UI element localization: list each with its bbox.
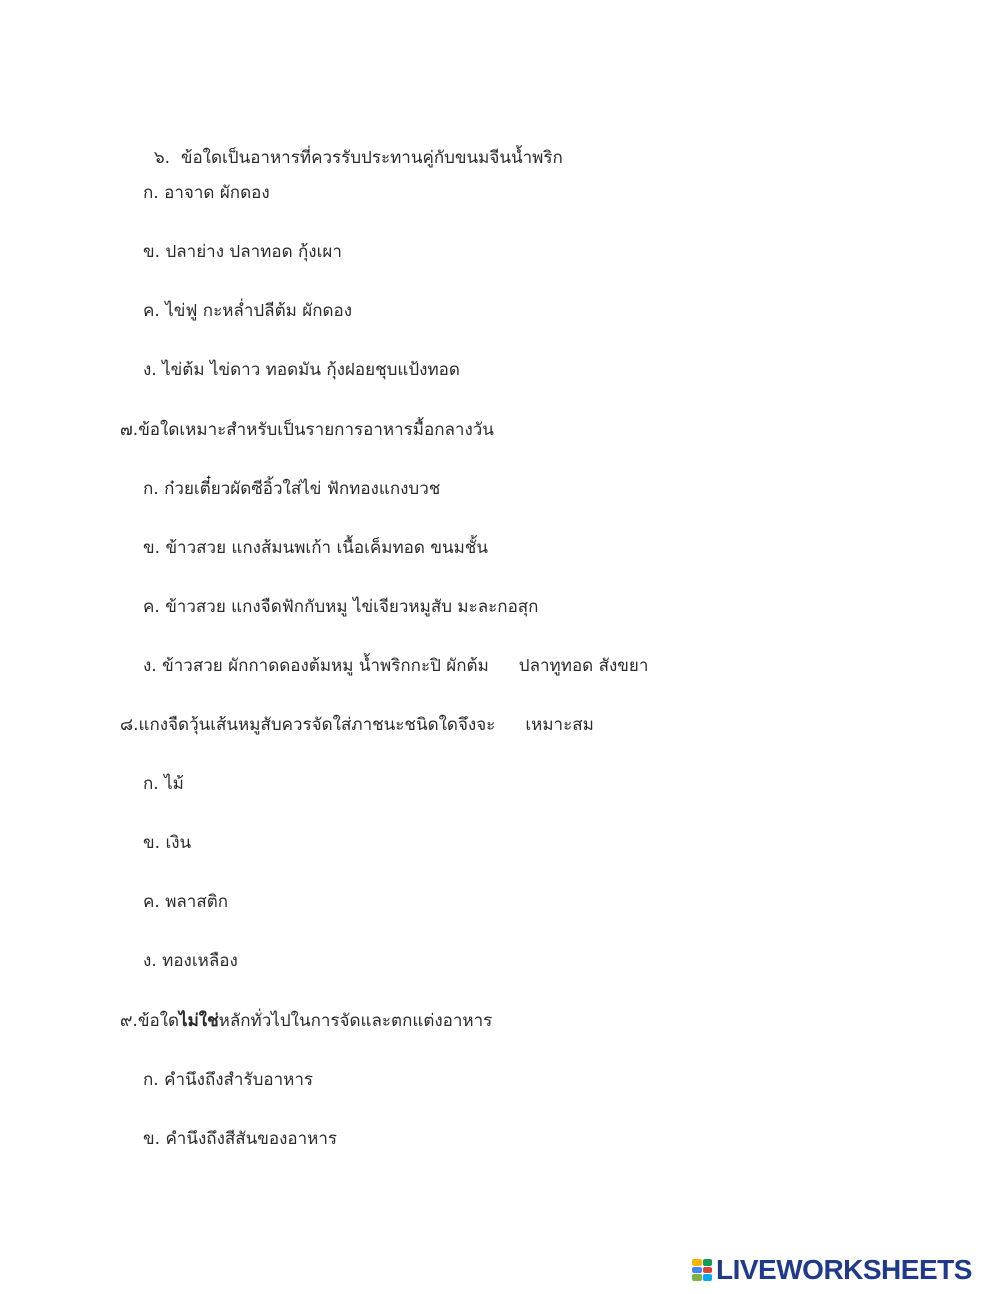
question-number: ๘.	[120, 715, 139, 735]
option-label: ข.	[143, 538, 161, 558]
option-label: ข.	[143, 833, 161, 853]
option-text: ข้าวสวย ผักกาดดองต้มหมู น้ำพริกกะปิ ผักต้ม	[162, 656, 489, 676]
option-text: เงิน	[165, 833, 192, 853]
option-text: ปลาย่าง ปลาทอด กุ้งเผา	[165, 242, 342, 262]
option-6-b	[143, 240, 342, 264]
option-text: ไข่ฟู กะหล่ำปลีต้ม ผักดอง	[165, 301, 353, 321]
option-text: ไม้	[164, 774, 184, 794]
option-text: อาจาด ผักดอง	[164, 183, 270, 203]
option-text: ข้าวสวย แกงจืดฟักกับหมู ไข่เจียวหมูสับ มะละกอสุก	[165, 597, 539, 617]
question-number: ๗.	[120, 420, 139, 440]
option-8-d	[143, 949, 238, 973]
option-label: ค.	[143, 597, 160, 617]
logo-tile	[692, 1274, 702, 1281]
question-text: ข้อใด	[137, 1011, 180, 1031]
option-label: ก.	[143, 1070, 159, 1090]
logo-tile	[692, 1259, 702, 1266]
logo-tile	[692, 1267, 702, 1274]
option-label: ก.	[143, 479, 159, 499]
option-text: คำนึงถึงสำรับอาหาร	[164, 1070, 314, 1090]
option-text: คำนึงถึงสีสันของอาหาร	[165, 1129, 338, 1149]
question-number: ๖.	[153, 148, 171, 168]
option-7-b	[143, 536, 488, 560]
option-8-c	[143, 890, 228, 914]
option-9-b	[143, 1127, 337, 1151]
question-text-rest: หลักทั่วไปในการจัดและตกแต่งอาหาร	[218, 1011, 493, 1031]
option-7-d	[143, 654, 648, 678]
option-label: ค.	[143, 892, 160, 912]
question-text: ข้อใดเหมาะสำหรับเป็นรายการอาหารมื้อกลางวัน	[138, 420, 494, 440]
question-8	[120, 713, 594, 737]
question-6	[143, 122, 563, 170]
question-text: แกงจืดวุ้นเส้นหมูสับควรจัดใส่ภาชนะชนิดใดจึงจะ	[138, 715, 496, 735]
option-label: ข.	[143, 242, 161, 262]
option-9-a	[143, 1068, 313, 1092]
liveworksheets-logo	[692, 1255, 972, 1285]
option-6-c	[143, 299, 352, 323]
option-6-d	[143, 358, 460, 382]
question-emphasis: ไม่ใช่	[179, 1011, 219, 1031]
option-label: ง.	[143, 360, 157, 380]
option-8-b	[143, 831, 191, 855]
question-text-continued: เหมาะสม	[525, 715, 594, 735]
logo-tile	[703, 1274, 713, 1281]
option-text: ก๋วยเตี๋ยวผัดซีอิ้วใส่ไข่ ฟักทองแกงบวช	[164, 479, 441, 499]
option-text: ทองเหลือง	[162, 951, 238, 971]
logo-tile	[703, 1259, 713, 1266]
logo-text: LIVEWORKSHEETS	[716, 1254, 972, 1285]
option-label: ก.	[143, 183, 159, 203]
question-number: ๙.	[120, 1011, 138, 1031]
option-text: ข้าวสวย แกงส้มนพเก้า เนื้อเค็มทอด ขนมชั้น	[165, 538, 488, 558]
question-7	[120, 418, 494, 442]
option-label: ค.	[143, 301, 160, 321]
question-text: ข้อใดเป็นอาหารที่ควรรับประทานคู่กับขนมจีนน้ำพริก	[180, 148, 563, 168]
option-label: ง.	[143, 951, 157, 971]
option-text-continued: ปลาทูทอด สังขยา	[518, 656, 649, 676]
option-7-a	[143, 477, 440, 501]
option-label: ก.	[143, 774, 159, 794]
option-label: ง.	[143, 656, 157, 676]
liveworksheets-logo-icon	[692, 1259, 712, 1281]
option-6-a	[143, 181, 270, 205]
option-label: ข.	[143, 1129, 161, 1149]
question-9	[120, 1009, 492, 1033]
option-7-c	[143, 595, 538, 619]
option-text: ไข่ต้ม ไข่ดาว ทอดมัน กุ้งฝอยชุบแป้งทอด	[162, 360, 460, 380]
logo-tile	[703, 1267, 713, 1274]
option-text: พลาสติก	[165, 892, 229, 912]
option-8-a	[143, 772, 184, 796]
